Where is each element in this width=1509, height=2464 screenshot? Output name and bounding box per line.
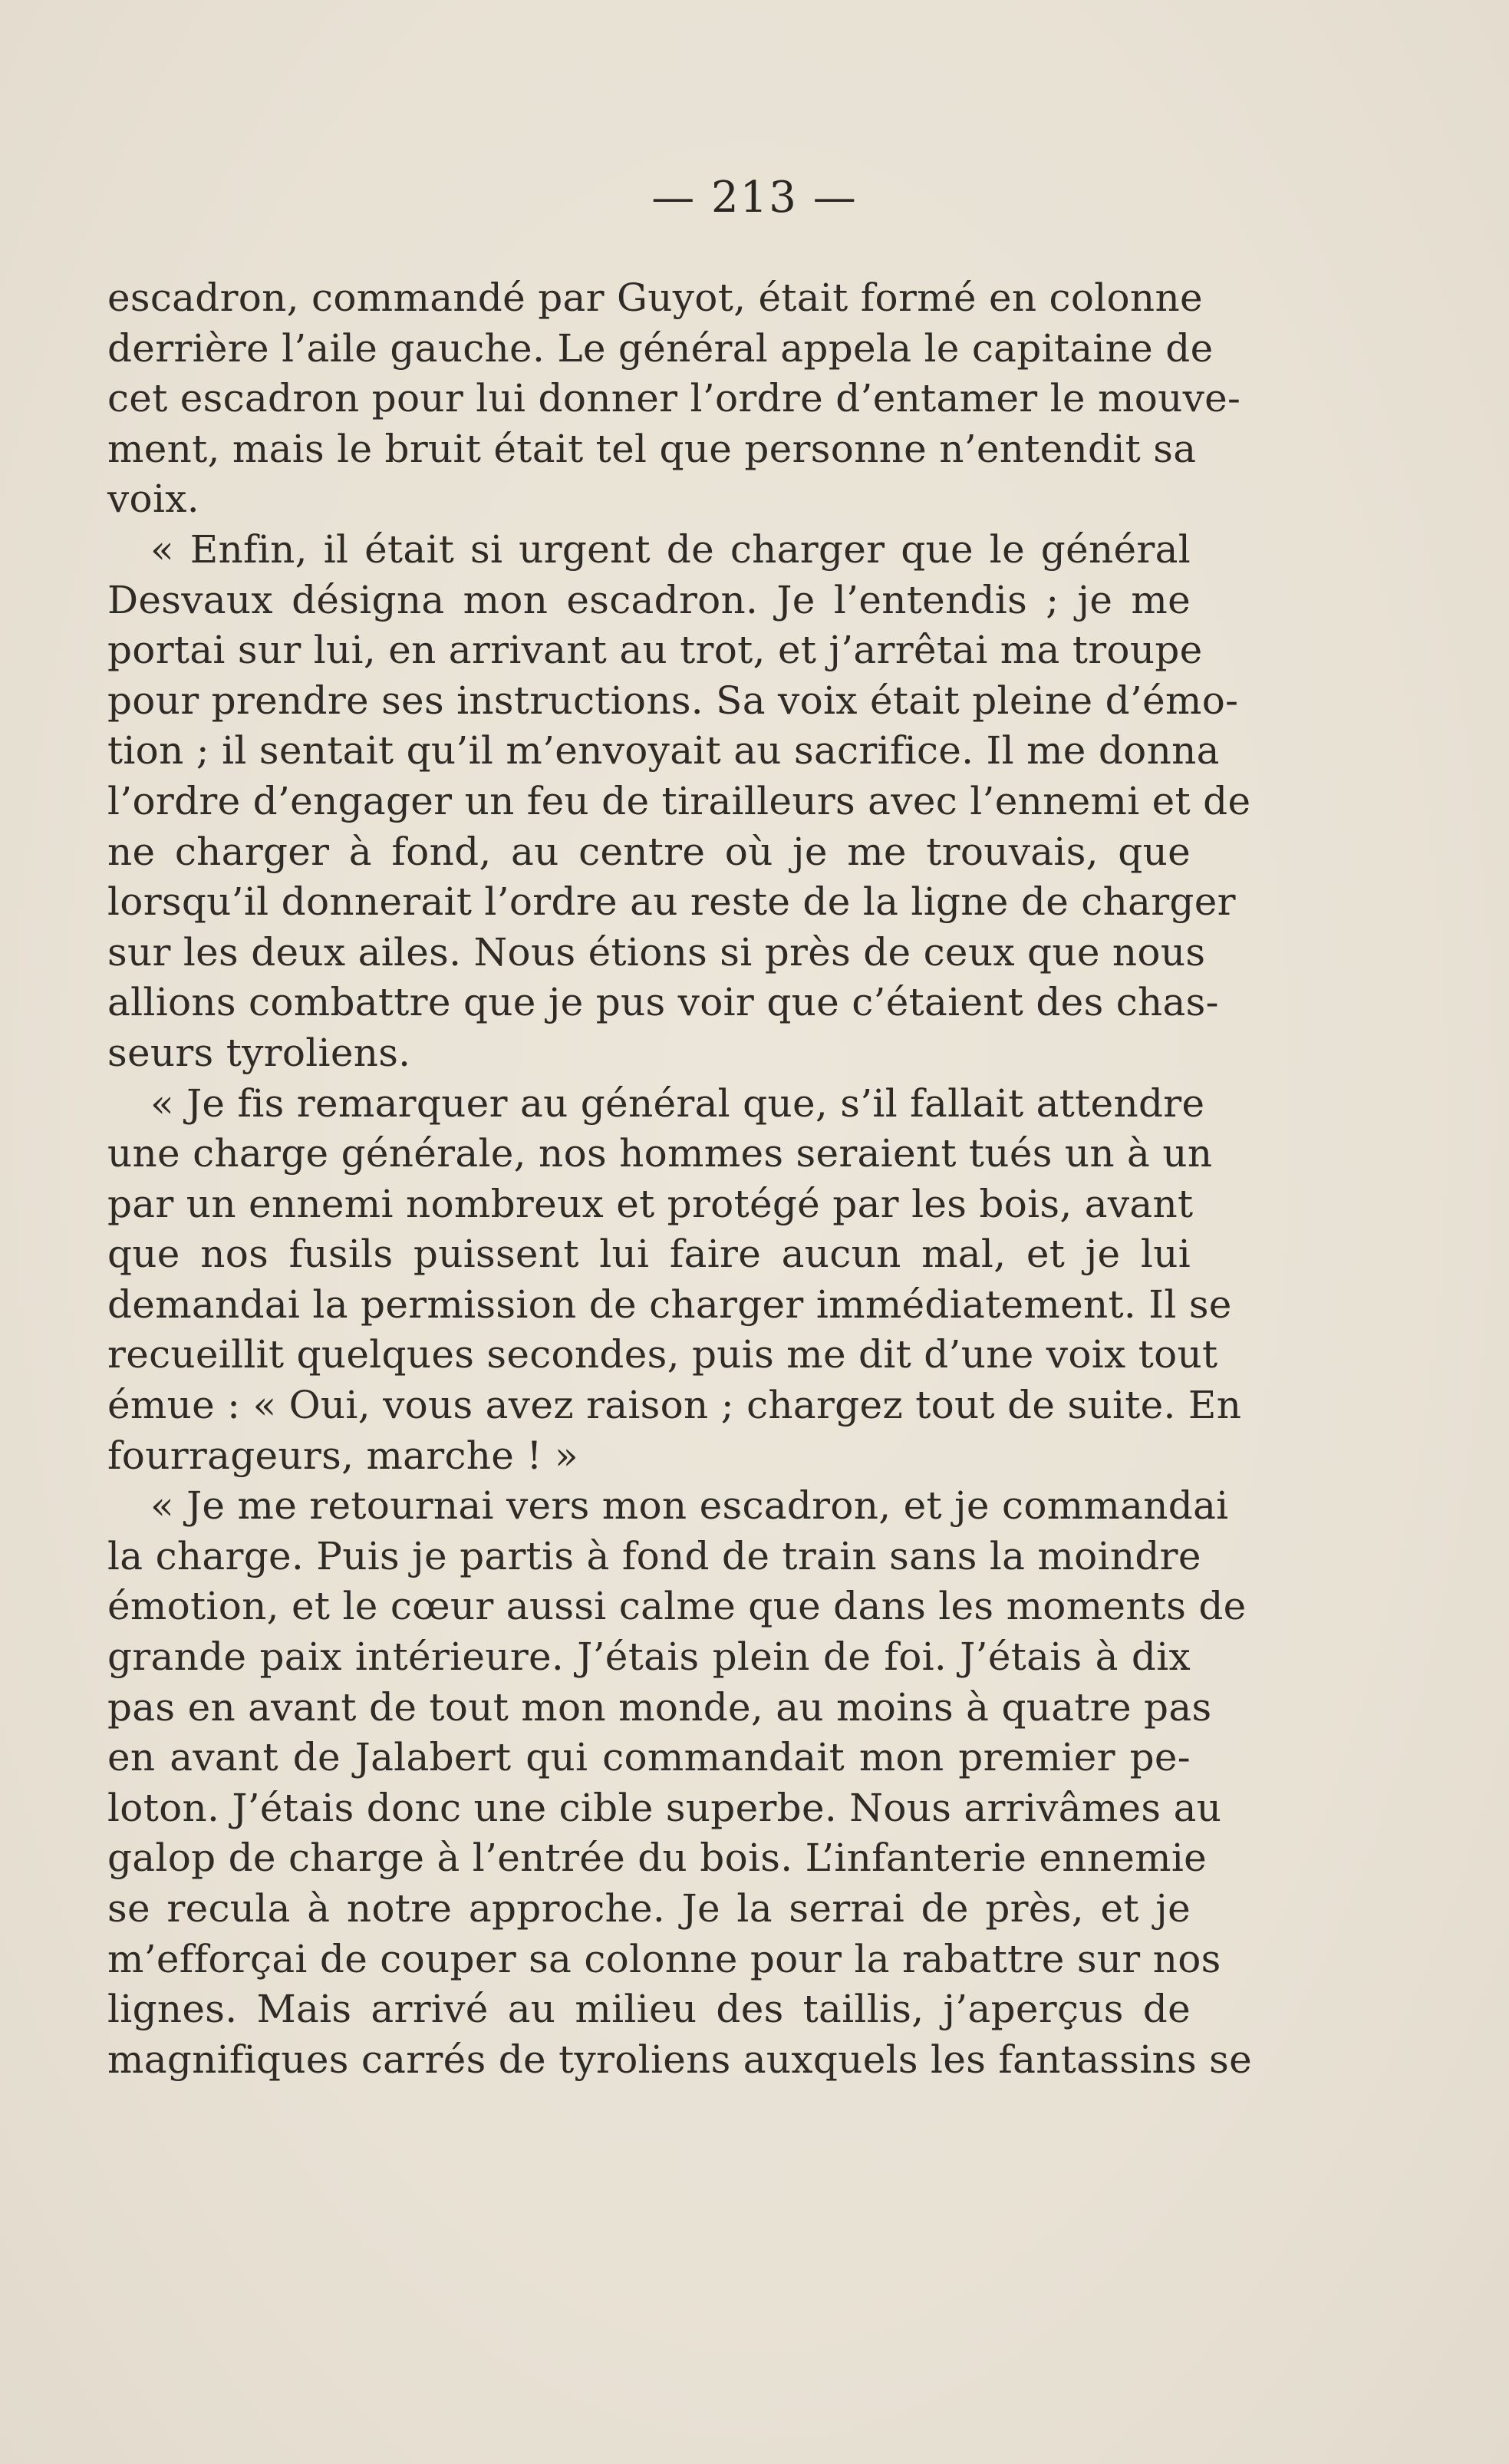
text-line: magnifiques carrés de tyroliens auxquels les fantassins se [107, 2037, 1253, 2082]
text-line: lorsqu’il donnerait l’ordre au reste de la ligne de charger [107, 879, 1236, 925]
text-line: l’ordre d’engager un feu de tirailleurs avec l’ennemi et de [107, 778, 1251, 823]
text-line: émue : « Oui, vous avez raison ; chargez tout de suite. En [107, 1383, 1242, 1428]
text-line: ne charger à fond, au centre où je me trouvais, que [107, 829, 1191, 874]
text-line: une charge générale, nos hommes seraient tués un à un [107, 1131, 1213, 1176]
text-line: voix. [107, 477, 199, 522]
text-line: escadron, commandé par Guyot, était formé en colonne [107, 275, 1203, 320]
text-line: pas en avant de tout mon monde, au moins à quatre pas [107, 1684, 1212, 1730]
text-line: demandai la permission de charger immédiatement. Il se [107, 1281, 1232, 1327]
text-line: « Je me retournai vers mon escadron, et je commandai [150, 1483, 1229, 1529]
text-line: émotion, et le cœur aussi calme que dans les moments de [107, 1584, 1247, 1629]
text-line: grande paix intérieure. J’étais plein de foi. J’étais à dix [107, 1634, 1191, 1680]
text-line: m’efforçai de couper sa colonne pour la rabattre sur nos [107, 1936, 1221, 1981]
text-line: sur les deux ailes. Nous étions si près de ceux que nous [107, 929, 1206, 975]
text-line: que nos fusils puissent lui faire aucun mal, et je lui [107, 1232, 1191, 1277]
text-line: derrière l’aile gauche. Le général appela le capitaine de [107, 325, 1214, 371]
body-text [107, 273, 1253, 2085]
text-line: fourrageurs, marche ! » [107, 1433, 578, 1478]
text-line: recueillit quelques secondes, puis me dit d’une voix tout [107, 1332, 1218, 1377]
text-line: se recula à notre approche. Je la serrai de près, et je [107, 1886, 1191, 1931]
text-line: lignes. Mais arrivé au milieu des taillis, j’aperçus de [107, 1987, 1191, 2032]
text-line: cet escadron pour lui donner l’ordre d’entamer le mouve- [107, 376, 1241, 421]
text-line: « Je fis remarquer au général que, s’il fallait attendre [150, 1080, 1205, 1126]
text-line: allions combattre que je pus voir que c’étaient des chas- [107, 980, 1219, 1025]
text-line: ment, mais le bruit était tel que personne n’entendit sa [107, 426, 1197, 471]
text-line: portai sur lui, en arrivant au trot, et j’arrêtai ma troupe [107, 628, 1203, 673]
text-line: en avant de Jalabert qui commandait mon premier pe- [107, 1735, 1191, 1780]
text-line: tion ; il sentait qu’il m’envoyait au sacrifice. Il me donna [107, 728, 1220, 774]
text-line: par un ennemi nombreux et protégé par les bois, avant [107, 1181, 1194, 1226]
text-line: la charge. Puis je partis à fond de train sans la moindre [107, 1533, 1201, 1578]
text-line: pour prendre ses instructions. Sa voix était pleine d’émo- [107, 678, 1239, 723]
text-line: loton. J’étais donc une cible superbe. Nous arrivâmes au [107, 1785, 1222, 1830]
text-line: galop de charge à l’entrée du bois. L’infanterie ennemie [107, 1836, 1208, 1881]
page-number: — 213 — [651, 173, 858, 223]
text-line: « Enfin, il était si urgent de charger que le général [150, 526, 1191, 572]
text-line: Desvaux désigna mon escadron. Je l’entendis ; je me [107, 577, 1191, 622]
text-line: seurs tyroliens. [107, 1030, 411, 1075]
